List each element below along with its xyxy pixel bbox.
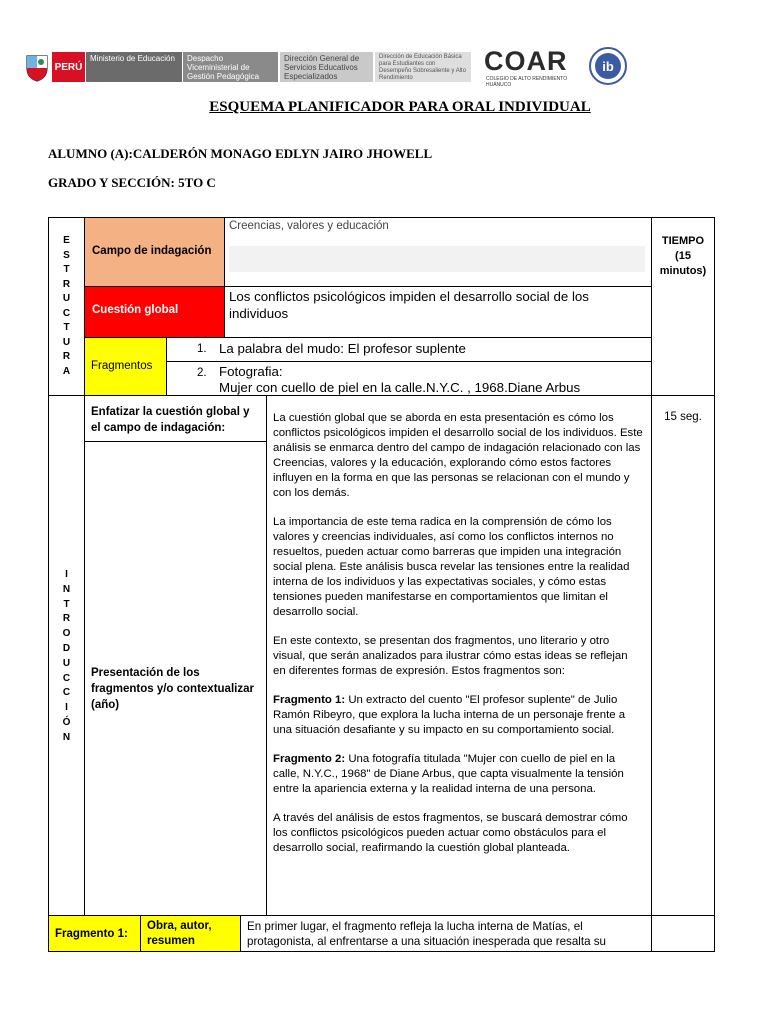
frag1-text-cell bbox=[240, 915, 652, 952]
introduccion-vertical-label bbox=[49, 568, 84, 746]
tiempo-cell bbox=[651, 217, 715, 396]
introduccion-letter: C bbox=[62, 687, 71, 699]
estructura-letter: U bbox=[62, 293, 71, 304]
introduccion-letter: I bbox=[65, 569, 68, 580]
fragment-2-detail: Mujer con cuello de piel en la calle.N.Y.C. , 1968.Diane Arbus bbox=[219, 380, 581, 395]
estructura-letter: A bbox=[62, 365, 71, 377]
intro-time: 15 seg. bbox=[664, 411, 702, 423]
campo-value-cell bbox=[224, 217, 652, 287]
introduccion-letter: N bbox=[62, 583, 71, 595]
fragment-2-text bbox=[219, 364, 580, 396]
obra-label-cell bbox=[140, 915, 241, 952]
estructura-letter: T bbox=[63, 322, 70, 333]
intro-paragraph-lead: Fragmento 1: bbox=[273, 694, 346, 706]
intro-time-cell bbox=[651, 395, 715, 916]
campo-label-cell bbox=[84, 217, 225, 287]
fragmentos-label: Fragmentos bbox=[91, 360, 153, 372]
fragment-2-title: Fotografia: bbox=[219, 364, 283, 379]
intro-text-cell bbox=[266, 395, 652, 916]
campo-input-field bbox=[229, 246, 645, 272]
intro-text bbox=[273, 411, 643, 870]
obra-label: Obra, autor, resumen bbox=[147, 920, 212, 947]
ib-logo-icon bbox=[588, 46, 628, 86]
campo-label: Campo de indagación bbox=[92, 245, 212, 257]
introduccion-letter: D bbox=[62, 642, 71, 654]
cuestion-value: Los conflictos psicológicos impiden el desarrollo social de los individuos bbox=[229, 289, 589, 321]
document-title: ESQUEMA PLANIFICADOR PARA ORAL INDIVIDUAL bbox=[209, 99, 591, 115]
grade-line: GRADO Y SECCIÓN: 5TO C bbox=[48, 175, 216, 190]
coar-logo: COAR bbox=[484, 46, 568, 76]
intro-paragraph: Fragmento 2: Una fotografía titulada "Mujer con cuello de piel en la calle, N.Y.C., 1968" de Diane Arbus, que capta visualmente la tensión entre la apariencia externa y la realidad interna de una persona. bbox=[273, 753, 624, 795]
cuestion-label: Cuestión global bbox=[92, 304, 179, 316]
estructura-letter: R bbox=[62, 351, 71, 362]
coar-subtitle: COLEGIO DE ALTO RENDIMIENTO HUÁNUCO bbox=[486, 76, 568, 88]
ib-logo-text: ib bbox=[602, 59, 614, 74]
introduccion-letter: C bbox=[62, 672, 71, 684]
cuestion-value-cell bbox=[224, 286, 652, 338]
introduccion-letter: R bbox=[62, 613, 71, 625]
frag1-text: En primer lugar, el fragmento refleja la lucha interna de Matías, el protagonista, al enfrentarse a una situación inesperada que resalta su bbox=[247, 920, 606, 948]
tiempo-label: TIEMPO (15 minutos) bbox=[659, 235, 707, 277]
despacho-label: Despacho Viceministerial de Gestión Pedagógica bbox=[183, 52, 278, 82]
introduccion-letter: Ó bbox=[62, 716, 71, 728]
campo-value: Creencias, valores y educación bbox=[229, 220, 389, 232]
cuestion-label-cell bbox=[84, 286, 225, 338]
estructura-letter: U bbox=[62, 336, 71, 348]
estructura-cell bbox=[48, 217, 85, 396]
intro-paragraph: La cuestión global que se aborda en esta presentación es cómo los conflictos psicológicos impiden el desarrollo social de los individuos. Este análisis se enmarca dentro del campo de indagación relacionado con las Creencias, valores y la educación, explorando cómo estos factores influyen en la forma en que las personas se relacionan con el mundo y con los demás. bbox=[273, 412, 643, 499]
presentacion-cell bbox=[84, 441, 267, 916]
enfatizar-label: Enfatizar la cuestión global y el campo de indagación: bbox=[91, 406, 250, 434]
estructura-letter: S bbox=[63, 249, 70, 261]
fragmentos-label-cell bbox=[84, 337, 167, 396]
fragment-2-cell bbox=[166, 361, 652, 396]
fragment-1-num: 1. bbox=[197, 343, 207, 355]
introduccion-letter: U bbox=[62, 657, 71, 669]
direccion-general-label: Dirección General de Servicios Educativos Especializados bbox=[280, 52, 373, 82]
introduccion-letter: I bbox=[65, 702, 68, 714]
fragment-1-text: La palabra del mudo: El profesor suplente bbox=[219, 341, 466, 356]
direccion-educacion-label: Dirección de Educación Básica para Estudiantes con Desempeño Sobresaliente y Alto Rendimiento bbox=[375, 52, 471, 82]
introduccion-letter: O bbox=[62, 628, 71, 640]
fragment-2-num: 2. bbox=[197, 367, 207, 379]
estructura-letter: T bbox=[63, 264, 70, 275]
intro-paragraph-lead: Fragmento 2: bbox=[273, 753, 346, 765]
estructura-letter: C bbox=[62, 307, 71, 319]
intro-paragraph: La importancia de este tema radica en la comprensión de cómo los valores y creencias individuales, así como los conflictos internos no resueltos, pueden actuar como barreras que impiden una integración social plena. Este análisis busca revelar las tensiones entre la realidad interna de los individuos y las expectativas sociales, y cómo estas tensiones pueden manifestarse en comportamientos que limitan el desarrollo social. bbox=[273, 516, 630, 618]
presentacion-label: Presentación de los fragmentos y/o contextualizar (año) bbox=[91, 667, 254, 711]
enfatizar-cell bbox=[84, 395, 267, 442]
peru-badge: PERÚ bbox=[52, 52, 85, 82]
student-line: ALUMNO (A):CALDERÓN MONAGO EDLYN JAIRO JHOWELL bbox=[48, 146, 433, 161]
frag1-label: Fragmento 1: bbox=[55, 928, 128, 940]
intro-paragraph: Fragmento 1: Un extracto del cuento "El profesor suplente" de Julio Ramón Ribeyro, que explora la lucha interna de un personaje frente a una situación desafiante y su impacto en su comportamiento social. bbox=[273, 694, 626, 736]
ministerio-label: Ministerio de Educación bbox=[86, 52, 182, 82]
estructura-vertical-label bbox=[49, 218, 84, 379]
introduccion-letter: N bbox=[62, 731, 71, 743]
fragment-1-cell bbox=[166, 337, 652, 362]
introduccion-letter: T bbox=[63, 598, 70, 610]
frag1-label-cell bbox=[48, 915, 141, 952]
introduccion-cell bbox=[48, 395, 85, 916]
estructura-letter: R bbox=[62, 278, 71, 290]
intro-paragraph: A través del análisis de estos fragmentos, se buscará demostrar cómo los conflictos psicológicos pueden actuar como obstáculos para el desarrollo social, reafirmando la cuestión global planteada. bbox=[273, 812, 628, 854]
estructura-letter: E bbox=[63, 235, 70, 246]
frag1-time-cell bbox=[651, 915, 715, 952]
intro-paragraph: En este contexto, se presentan dos fragmentos, uno literario y otro visual, que serán analizados para ilustrar cómo estas ideas se reflejan en diferentes formas de expresión. Estos fragmentos son: bbox=[273, 635, 628, 677]
peru-coat-of-arms-icon bbox=[24, 52, 50, 82]
